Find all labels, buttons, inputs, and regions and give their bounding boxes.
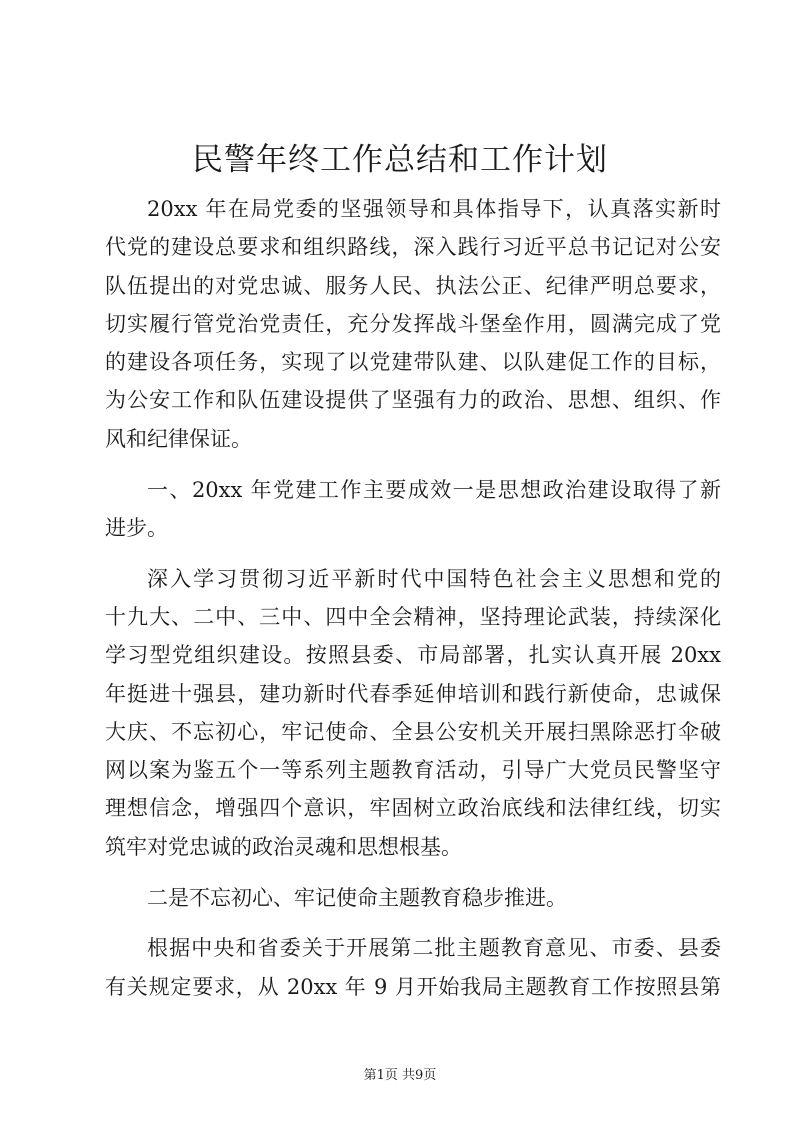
text-line: 进步。: [105, 515, 168, 540]
paragraph: [105, 471, 721, 548]
text-line: 队伍提出的对党忠诚、服务人民、执法公正、纪律严明总要求，: [105, 273, 721, 298]
paragraph: [105, 879, 721, 917]
paragraph: [105, 560, 721, 866]
page-footer: 第1页 共9页: [363, 1068, 437, 1083]
text-line: 切实履行管党治党责任，充分发挥战斗堡垒作用，圆满完成了党: [105, 311, 721, 336]
text-line: 风和纪律保证。: [105, 426, 252, 451]
text-line: 20xx 年在局党委的坚强领导和具体指导下，认真落实新时: [147, 197, 721, 221]
text-line: 二是不忘初心、牢记使命主题教育稳步推进。: [147, 885, 567, 910]
document-body: [105, 190, 721, 1018]
text-line: 深入学习贯彻习近平新时代中国特色社会主义思想和党的: [147, 566, 721, 591]
text-line: 一、20xx 年党建工作主要成效一是思想政治建设取得了新: [147, 477, 721, 502]
text-line: 学习型党组织建设。按照县委、市局部署，扎实认真开展 20xx: [105, 643, 721, 668]
text-line: 年挺进十强县，建功新时代春季延伸培训和践行新使命，忠诚保: [105, 681, 721, 706]
text-line: 的建设各项任务，实现了以党建带队建、以队建促工作的目标，: [105, 350, 721, 375]
text-line: 十九大、二中、三中、四中全会精神，坚持理论武装，持续深化: [105, 604, 721, 629]
text-line: 为公安工作和队伍建设提供了坚强有力的政治、思想、组织、作: [105, 388, 721, 413]
text-line: 有关规定要求，从 20xx 年 9 月开始我局主题教育工作按照县第: [105, 974, 721, 999]
text-line: 筑牢对党忠诚的政治灵魂和思想根基。: [105, 834, 462, 859]
text-line: 理想信念，增强四个意识，牢固树立政治底线和法律红线，切实: [105, 796, 721, 821]
text-line: 代党的建设总要求和组织路线，深入践行习近平总书记记对公安: [105, 235, 721, 260]
document-title: 民警年终工作总结和工作计划: [192, 142, 608, 178]
paragraph: [105, 190, 721, 458]
text-line: 大庆、不忘初心，牢记使命、全县公安机关开展扫黑除恶打伞破: [105, 719, 721, 744]
paragraph: [105, 929, 721, 1006]
text-line: 网以案为鉴五个一等系列主题教育活动，引导广大党员民警坚守: [105, 758, 721, 783]
text-line: 根据中央和省委关于开展第二批主题教育意见、市委、县委: [147, 936, 721, 961]
